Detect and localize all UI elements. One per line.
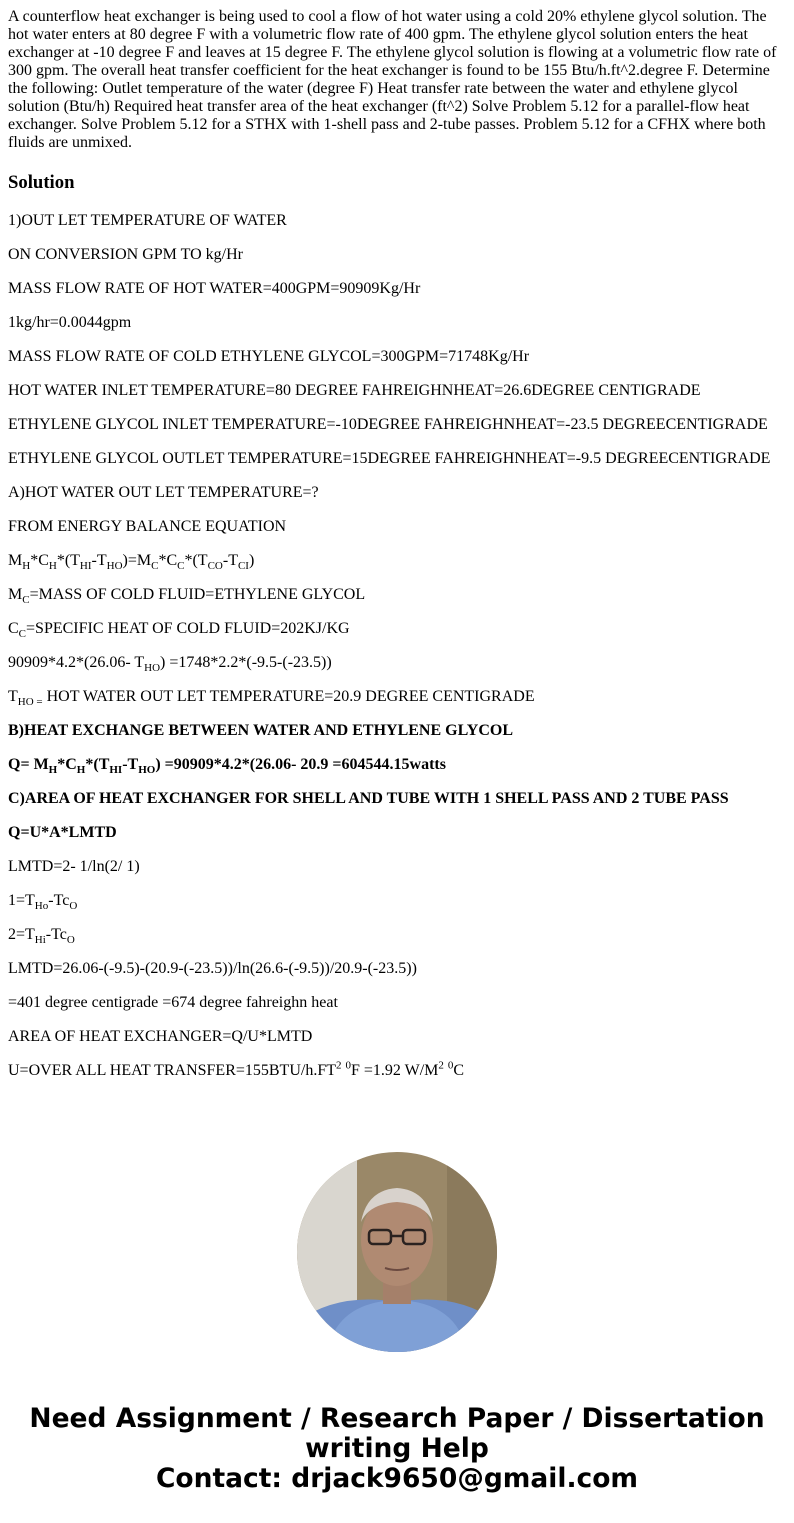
heat-transfer-result: $Q= M_H*C_H*(T_{HI}-T_{HO}) =90909*4.2*(26.06-$ 20.9 =604544.15watts — [8, 756, 446, 777]
q-equation: Q=U*A*LMTD — [8, 824, 117, 841]
lmtd-calculation: LMTD=26.06-(-9.5)-(20.9-(-23.5))/ln(26.6-(-9.5))/20.9-(-23.5)) — [8, 960, 417, 977]
area-formula: AREA OF HEAT EXCHANGER=Q/U*LMTD — [8, 1028, 313, 1045]
energy-balance-equation: $M_H*C_H*(T_{HI}-T_{HO})=M_C*C_C*(T_{CO}-T_{CI})$ — [8, 552, 255, 573]
solution-line: HOT WATER INLET TEMPERATURE=80 DEGREE FAHREIGHNHEAT=26.6DEGREE CENTIGRADE — [8, 382, 701, 399]
footer-banner — [0, 1404, 794, 1494]
specific-heat-line: $C_C=SPECIFIC$ HEAT OF COLD FLUID=202KJ/KG — [8, 620, 350, 641]
solution-line: ETHYLENE GLYCOL OUTLET TEMPERATURE=15DEGREE FAHREIGHNHEAT=-9.5 DEGREECENTIGRADE — [8, 450, 771, 467]
solution-line: A)HOT WATER OUT LET TEMPERATURE=? — [8, 484, 319, 501]
outlet-temperature-result: $T_{HO =}$ HOT WATER OUT LET TEMPERATURE=20.9 DEGREE CENTIGRADE — [8, 688, 535, 709]
lmtd-formula: LMTD=2- 1/ln(2/ 1) — [8, 858, 140, 875]
mass-cold-fluid-line: $M_C=MASS$ OF COLD FLUID=ETHYLENE GLYCOL — [8, 586, 366, 607]
delta-1-line: $1=T_{Ho}-Tc_O$ — [8, 892, 78, 913]
section-c-heading: C)AREA OF HEAT EXCHANGER FOR SHELL AND TUBE WITH 1 SHELL PASS AND 2 TUBE PASS — [8, 790, 729, 807]
solution-line: ON CONVERSION GPM TO kg/Hr — [8, 246, 243, 263]
solution-line: 1kg/hr=0.0044gpm — [8, 314, 132, 331]
tutor-photo — [297, 1152, 497, 1352]
question-text: A counterflow heat exchanger is being used to cool a flow of hot water using a cold 20% ethylene glycol solution. The hot water enters at 80 degree F with a volumetric flow rate of 400 gpm. The ethylene glycol solution enters the heat exchanger at -10 degree F and leaves at 15 degree F. The ethylene glycol solution is flowing at a volumetric flow rate of 300 gpm. The overall heat transfer coefficient for the heat exchanger is found to be 155 Btu/h.ft^2.degree F. Determine the following: Outlet temperature of the water (degree F) Heat transfer rate between the water and ethylene glycol solution (Btu/h) Required heat transfer area of the heat exchanger (ft^2) Solve Problem 5.12 for a parallel-flow heat exchanger. Solve Problem 5.12 for a STHX with 1-shell pass and 2-tube passes. Problem 5.12 for a CFHX where both fluids are unmixed. — [8, 8, 777, 151]
solution-line: 1)OUT LET TEMPERATURE OF WATER — [8, 212, 287, 229]
calculation-line: 90909*4.2*(26.06- $T_{HO}) =1748*2.2*(-9.5-(-23.5))$ — [8, 654, 332, 675]
footer-line-1: Need Assignment / Research Paper / Dissertation — [29, 1403, 765, 1434]
solution-line: MASS FLOW RATE OF HOT WATER=400GPM=90909Kg/Hr — [8, 280, 421, 297]
solution-line: MASS FLOW RATE OF COLD ETHYLENE GLYCOL=300GPM=71748Kg/Hr — [8, 348, 530, 365]
solution-heading: Solution — [8, 172, 75, 193]
solution-line: ETHYLENE GLYCOL INLET TEMPERATURE=-10DEGREE FAHREIGHNHEAT=-23.5 DEGREECENTIGRADE — [8, 416, 768, 433]
lmtd-result: =401 degree centigrade =674 degree fahreighn heat — [8, 994, 338, 1011]
footer-line-2: writing Help — [305, 1433, 489, 1464]
footer-contact: Contact: drjack9650@gmail.com — [155, 1463, 639, 1494]
solution-line: FROM ENERGY BALANCE EQUATION — [8, 518, 287, 535]
person-portrait-image — [297, 1152, 497, 1352]
overall-coefficient-line: U=OVER ALL HEAT $TRANSFER=155BTU/h.FT^2$ $^0$F =1.92 $W/M^2$ $^0$C — [8, 1059, 465, 1079]
delta-2-line: $2=T_{Hi}-Tc_O$ — [8, 926, 75, 947]
section-b-heading: B)HEAT EXCHANGE BETWEEN WATER AND ETHYLENE GLYCOL — [8, 722, 514, 739]
